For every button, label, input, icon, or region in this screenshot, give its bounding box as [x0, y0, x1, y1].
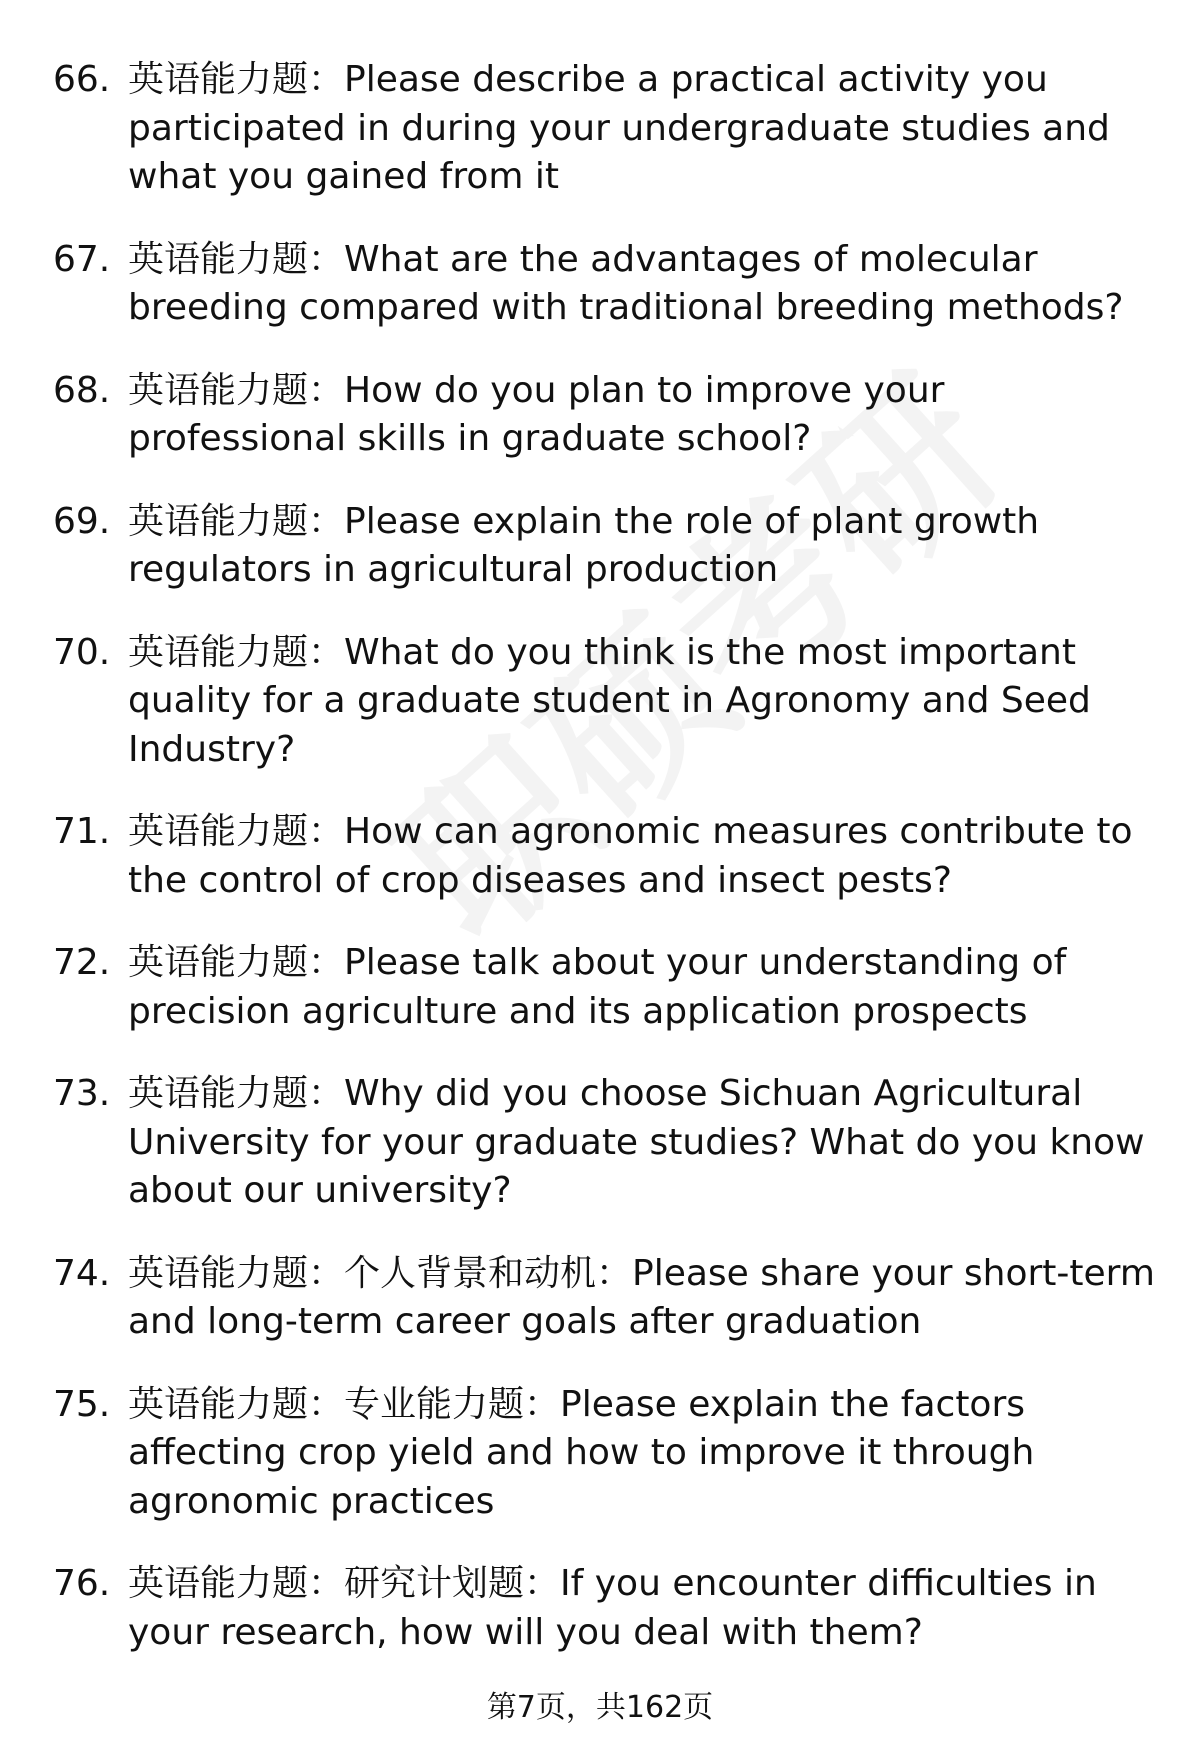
question-number: 69.: [53, 500, 111, 542]
question-number: 73.: [53, 1073, 111, 1114]
question-text: 英语能力题：What are the advantages of molecular breeding compared with traditional breeding methods?: [128, 238, 1124, 328]
question-text: 英语能力题：Please explain the role of plant growth regulators in agricultural production: [128, 500, 1040, 590]
question-text: 英语能力题：Please describe a practical activity you participated in during your undergraduate studies and what you gained from it: [128, 59, 1110, 197]
question-text: 英语能力题：个人背景和动机：Please share your short-term and long-term career goals after graduation: [128, 1252, 1155, 1342]
question-text: 英语能力题：Please talk about your understanding of precision agriculture and its application prospects: [128, 942, 1067, 1032]
question-number: 72.: [53, 942, 111, 983]
question-number: 66.: [53, 59, 111, 100]
page-indicator: 第7页，共162页: [486, 1690, 714, 1725]
question-item: [0, 1560, 1200, 1657]
question-item: [0, 56, 1200, 202]
question-item: [0, 939, 1200, 1036]
question-number: 75.: [53, 1383, 111, 1425]
question-number: 67.: [53, 238, 111, 280]
question-list: [0, 56, 1200, 1691]
question-text: 英语能力题：What do you think is the most important quality for a graduate student in Agronomy and Seed Industry?: [128, 631, 1091, 770]
question-item: [0, 236, 1200, 333]
question-text: 英语能力题：Why did you choose Sichuan Agricultural University for your graduate studies? What do you know about our university?: [128, 1073, 1145, 1211]
question-text: 英语能力题：How can agronomic measures contribute to the control of crop diseases and insect pests?: [128, 811, 1133, 901]
question-number: 68.: [53, 369, 111, 411]
question-item: [0, 1250, 1200, 1347]
question-number: 70.: [53, 631, 111, 673]
question-text: 英语能力题：专业能力题：Please explain the factors affecting crop yield and how to improve it through agronomic practices: [128, 1383, 1035, 1522]
question-text: 英语能力题：研究计划题：If you encounter difficulties in your research, how will you deal with them?: [128, 1563, 1097, 1653]
question-number: 71.: [53, 811, 111, 852]
question-item: [0, 1070, 1200, 1216]
question-text: 英语能力题：How do you plan to improve your professional skills in graduate school?: [128, 369, 945, 459]
question-item: [0, 629, 1200, 775]
question-item: [0, 367, 1200, 464]
question-number: 76.: [53, 1563, 111, 1604]
question-number: 74.: [53, 1252, 111, 1294]
question-item: [0, 498, 1200, 595]
question-item: [0, 1381, 1200, 1527]
question-item: [0, 808, 1200, 905]
